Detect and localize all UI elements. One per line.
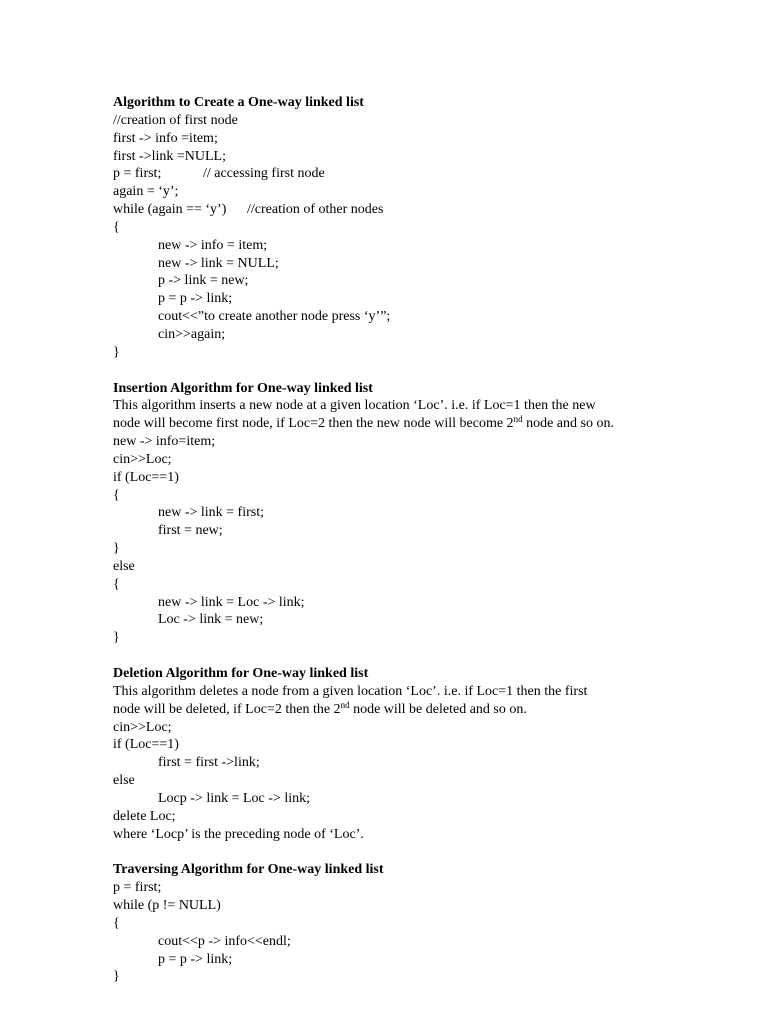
section-heading-deletion: Deletion Algorithm for One-way linked list bbox=[113, 666, 369, 681]
description-line bbox=[113, 415, 673, 433]
code-line: p -> link = new; bbox=[158, 273, 249, 289]
code-line: first = new; bbox=[158, 523, 223, 539]
code-line: } bbox=[113, 344, 120, 360]
section-spacer bbox=[113, 647, 673, 665]
code-line: //creation of first node bbox=[113, 112, 238, 128]
code-line: else bbox=[113, 558, 135, 574]
code-line: { bbox=[113, 915, 120, 931]
description-line: This algorithm inserts a new node at a given location ‘Loc’. i.e. if Loc=1 then the new bbox=[113, 398, 596, 414]
code-line: } bbox=[113, 630, 120, 646]
code-line: cout<<p -> info<<endl; bbox=[158, 933, 291, 949]
description-text: node will be deleted and so on. bbox=[349, 701, 527, 717]
code-line: again = ‘y’; bbox=[113, 184, 179, 200]
code-line: new -> link = NULL; bbox=[158, 255, 279, 271]
superscript: nd bbox=[513, 414, 523, 425]
code-line: first ->link =NULL; bbox=[113, 148, 226, 164]
code-line: p = p -> link; bbox=[158, 291, 233, 307]
code-line: first -> info =item; bbox=[113, 130, 218, 146]
code-line: new -> link = Loc -> link; bbox=[158, 594, 305, 610]
code-line: first = first ->link; bbox=[158, 755, 260, 771]
code-line: } bbox=[113, 541, 120, 557]
code-line: cin>>again; bbox=[158, 326, 226, 342]
code-line: Locp -> link = Loc -> link; bbox=[158, 790, 310, 806]
code-line: else bbox=[113, 773, 135, 789]
code-line: cin>>Loc; bbox=[113, 451, 172, 467]
code-line: cout<<”to create another node press ‘y’”; bbox=[158, 309, 391, 325]
superscript: nd bbox=[340, 699, 350, 710]
code-line: new -> link = first; bbox=[158, 505, 264, 521]
code-line: delete Loc; bbox=[113, 808, 176, 824]
code-comment: // accessing first node bbox=[203, 166, 325, 182]
note-line: where ‘Locp’ is the preceding node of ‘Loc’. bbox=[113, 826, 364, 842]
description-line bbox=[113, 701, 673, 719]
code-text: while (again == ‘y’) bbox=[113, 202, 227, 218]
code-line: Loc -> link = new; bbox=[158, 612, 264, 628]
code-line: { bbox=[113, 576, 120, 592]
code-line: p = p -> link; bbox=[158, 951, 233, 967]
document-body bbox=[113, 94, 673, 986]
code-line: { bbox=[113, 219, 120, 235]
section-spacer bbox=[113, 362, 673, 380]
code-comment: //creation of other nodes bbox=[247, 202, 384, 218]
description-text: node will be deleted, if Loc=2 then the 2 bbox=[113, 701, 341, 717]
code-line: if (Loc==1) bbox=[113, 469, 179, 485]
code-text: p = first; bbox=[113, 166, 162, 182]
description-line: This algorithm deletes a node from a given location ‘Loc’. i.e. if Loc=1 then the first bbox=[113, 683, 588, 699]
code-line-with-comment bbox=[113, 201, 673, 219]
section-heading-create: Algorithm to Create a One-way linked list bbox=[113, 95, 364, 110]
description-text: node and so on. bbox=[522, 416, 614, 432]
code-line-with-comment bbox=[113, 165, 673, 183]
code-line: { bbox=[113, 487, 120, 503]
code-line: if (Loc==1) bbox=[113, 737, 179, 753]
section-heading-traversing: Traversing Algorithm for One-way linked list bbox=[113, 862, 384, 878]
code-line: while (p != NULL) bbox=[113, 897, 221, 913]
code-line: } bbox=[113, 969, 120, 985]
section-spacer bbox=[113, 843, 673, 861]
code-line: p = first; bbox=[113, 880, 162, 896]
code-line: new -> info=item; bbox=[113, 434, 216, 450]
code-line: cin>>Loc; bbox=[113, 719, 172, 735]
description-text: node will become first node, if Loc=2 then the new node will become 2 bbox=[113, 416, 514, 432]
section-heading-insertion: Insertion Algorithm for One-way linked list bbox=[113, 380, 373, 396]
code-line: new -> info = item; bbox=[158, 237, 268, 253]
